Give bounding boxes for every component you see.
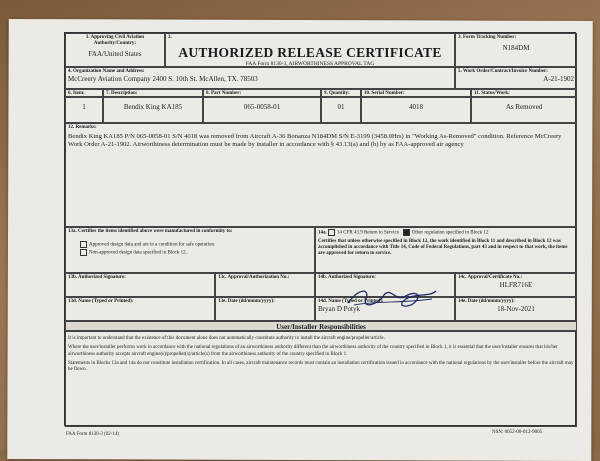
block-2 bbox=[165, 33, 455, 67]
tracking-number: N184DM bbox=[502, 44, 530, 52]
authorized-signature bbox=[344, 283, 440, 313]
item-cell: 1 bbox=[65, 97, 103, 123]
block-13a-option-1: Approved design data and are in a condition for safe operation. bbox=[68, 241, 312, 249]
block-4 bbox=[65, 67, 455, 89]
status-cell: As Removed bbox=[471, 97, 577, 123]
form-subtitle: FAA Form 8130-3, AIRWORTHINESS APPROVAL TAG bbox=[245, 61, 375, 67]
block-13b: 13b. Authorized Signature: bbox=[65, 273, 215, 297]
checkbox-return-to-service[interactable] bbox=[328, 229, 335, 236]
release-certificate-form bbox=[64, 32, 576, 426]
quantity-cell: 01 bbox=[321, 97, 361, 123]
checkbox-non-approved-design[interactable] bbox=[80, 249, 87, 256]
responsibilities-paragraph-2: Where the user/installer performs work in accordance with the national regulations of an airworthiness authority different than the airworthiness authority of the country specified in Block 1, it is essential that the user/installer ensures that his/her airworthiness authority accepts aircraft engine(s)/propeller(s)/article(s) from the airworthiness authority of the country specified in Block 1. bbox=[68, 345, 558, 357]
block-5-label: 5. Work Order/Contract/Invoice Number: bbox=[458, 69, 548, 74]
description-cell: Bendix King KA185 bbox=[103, 97, 203, 123]
block-14a-text: Certifies that unless otherwise specified in Block 12, the work identified in Block 11 and described in Block 12 was accomplished in accordance with Title 14, Code of Federal Regulations, part 43 and in respect to that work, the items are approved for return to service. bbox=[318, 238, 568, 257]
header-part-number: 8. Part Number: bbox=[203, 89, 321, 97]
block-3-label: 3. Form Tracking Number: bbox=[458, 35, 517, 40]
header-description: 7. Description: bbox=[103, 89, 203, 97]
form-title: AUTHORIZED RELEASE CERTIFICATE bbox=[178, 45, 442, 60]
checkbox-other-regulation[interactable] bbox=[403, 229, 410, 236]
block-13a-label: 13a. Certifies the items identified above were manufactured in conformity to: bbox=[68, 229, 233, 234]
block-13d: 13d. Name (Typed or Printed): bbox=[65, 297, 215, 321]
block-13a bbox=[65, 227, 315, 273]
block-14e: 14e. Date (dd/mmm/yyyy): 18-Nov-2021 bbox=[455, 297, 577, 321]
block-1-value: FAA/United States bbox=[88, 50, 142, 58]
header-serial-number: 10. Serial Number: bbox=[361, 89, 471, 97]
header-status: 11. Status/Work: bbox=[471, 89, 577, 97]
block-14c: 14c. Approval/Certificate No.: HLFR716E bbox=[455, 273, 577, 297]
serial-number-cell: 4018 bbox=[361, 97, 471, 123]
block-2-label: 2. bbox=[168, 35, 172, 40]
part-number-cell: 065-0058-01 bbox=[203, 97, 321, 123]
block-13a-option-2: Non-approved design data specified in Block 12. bbox=[68, 249, 312, 257]
block-13e: 13e. Date (dd/mmm/yyyy): bbox=[215, 297, 315, 321]
printed-name: Bryan D Potyk bbox=[318, 305, 360, 313]
block-3 bbox=[455, 33, 577, 67]
responsibilities-body bbox=[65, 331, 577, 427]
block-4-label: 4. Organization Name and Address: bbox=[68, 69, 145, 74]
remarks-label: 12. Remarks: bbox=[68, 125, 97, 130]
block-14a-options: 14a. 14 CFR 43.9 Return to Service Other regulation specified in Block 12 bbox=[318, 230, 489, 236]
checkbox-approved-design[interactable] bbox=[80, 241, 87, 248]
remarks-text: Bendix King KA185 P/N 065-0058-01 S/N 4018 was removed from Aircraft A-36 Bonanza N184DM S/N E-3199 (3458.0Hrs) in "Working As-Removed" condition. Reference McCreery Work Order A-21-1902. Airworthiness determination must be made by installer in accordance with § 43.13(a) and (b) by as FAA-approved air agency bbox=[68, 133, 562, 149]
header-item: 6. Item: bbox=[65, 89, 103, 97]
block-14d: 14d. Name (Typed or Printed): Bryan D Potyk bbox=[315, 297, 455, 321]
header-quantity: 9. Quantity: bbox=[321, 89, 361, 97]
block-14b: 14b. Authorized Signature: bbox=[315, 273, 455, 297]
block-1 bbox=[65, 33, 165, 67]
responsibilities-heading: User/Installer Responsibilities bbox=[276, 323, 366, 331]
certificate-number: HLFR716E bbox=[499, 281, 533, 289]
release-date: 18-Nov-2021 bbox=[497, 305, 535, 313]
work-order-number: A-21-1902 bbox=[543, 75, 574, 83]
block-14a bbox=[315, 227, 577, 273]
responsibilities-heading-cell bbox=[65, 321, 577, 331]
block-1-label: 1. Approving Civil Aviation Authority/Country: bbox=[85, 35, 145, 46]
responsibilities-paragraph-3: Statements in Blocks 13a and 14a do not constitute installation certification. In all cases, aircraft maintenance records must contain an installation certification issued in accordance with the national regulations by the user/installer before the aircraft may be flown. bbox=[68, 360, 574, 372]
organization-address: McCreery Aviation Company 2400 S. 10th St. McAllen, TX. 78503 bbox=[68, 75, 258, 83]
block-5 bbox=[455, 67, 577, 89]
nsn-number: NSN: 0052-00-012-9005 bbox=[492, 430, 543, 435]
responsibilities-paragraph-1: It is important to understand that the existence of this document alone does not automatically constitute authority to install the aircraft engine/propeller/article. bbox=[68, 336, 385, 341]
form-number: FAA Form 8130-3 (02-14) bbox=[66, 432, 120, 437]
block-13c: 13c. Approval/Authorization No.: bbox=[215, 273, 315, 297]
remarks-block bbox=[65, 123, 577, 227]
